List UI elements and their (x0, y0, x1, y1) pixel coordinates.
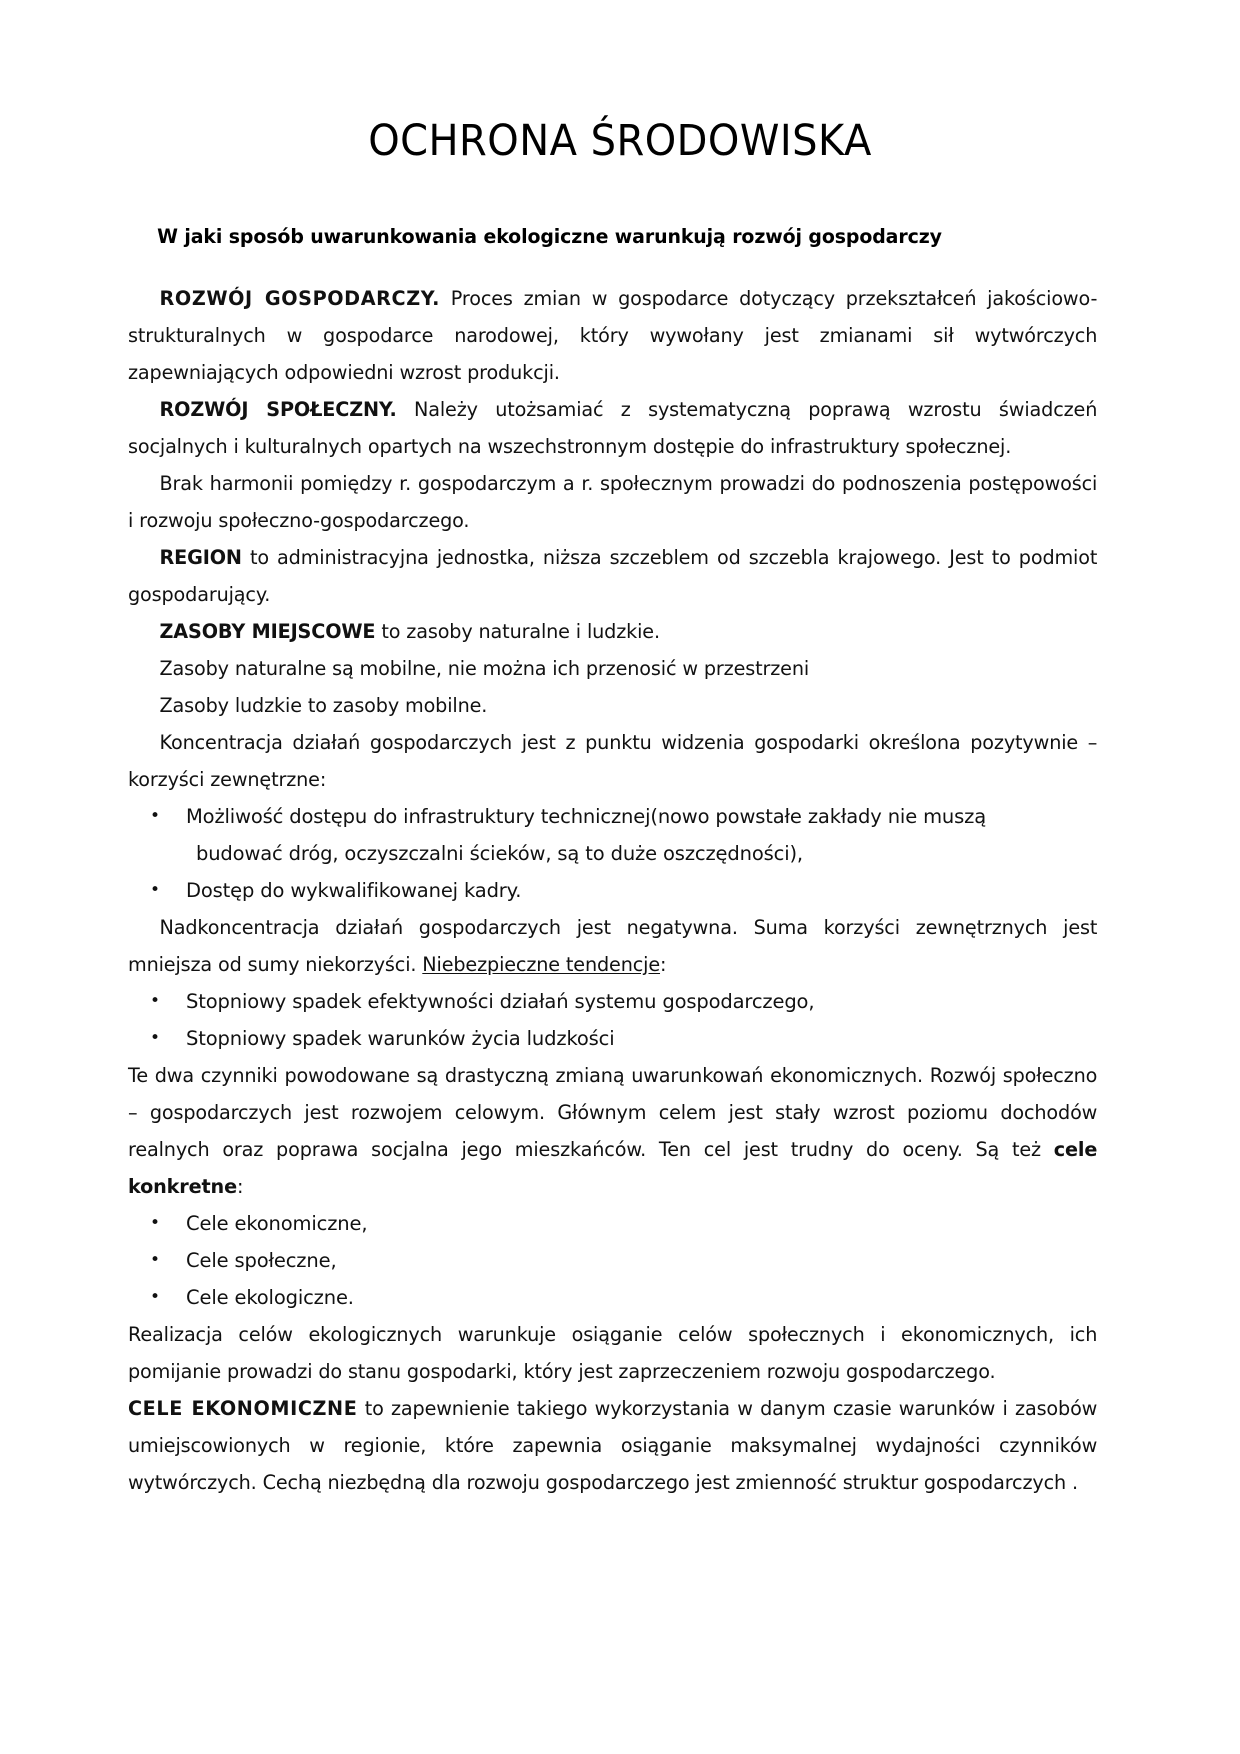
document-subtitle: W jaki sposób uwarunkowania ekologiczne warunkują rozwój gospodarczy (157, 225, 942, 249)
paragraph-brak-harmonii: Brak harmonii pomiędzy r. gospodarczym a r. społecznym prowadzi do podnoszenia postępowości i rozwoju społeczno-gospodarczego. (128, 471, 1098, 532)
list-item-label: Cele ekonomiczne, (186, 1211, 368, 1235)
paragraph-rozwoj-gospodarczy (128, 280, 1097, 391)
page-title: OCHRONA ŚRODOWISKA (368, 116, 872, 166)
list-item (128, 1242, 1112, 1279)
list-item (128, 1279, 1112, 1316)
text-te-dwa-czynniki: Te dwa czynniki powodowane są drastyczną zmianą uwarunkowań ekonomicznych. Rozwój społeczno – gospodarczych jest rozwojem celowym. Głównym celem jest stały wzrost poziomu dochodów realnych oraz poprawa socjalna jego mieszkańców. Ten cel jest trudny do oceny. Są też (128, 1063, 1098, 1161)
list-item-line1: Możliwość dostępu do infrastruktury technicznej(nowo powstałe zakłady nie muszą (186, 804, 987, 828)
list-item-label: Cele społeczne, (186, 1248, 337, 1272)
paragraph-te-dwa-czynniki (128, 1057, 1097, 1205)
list-korzysci-zewnetrzne (128, 798, 1112, 909)
paragraph-zasoby-miejscowe (128, 613, 1097, 650)
text-cele-ekonomiczne: to zapewnienie takiego wykorzystania w danym czasie warunków i zasobów umiejscowionych w regionie, które zapewnia osiąganie maksymalnej wydajności czynników wytwórczych. Cechą niezbędną dla rozwoju gospodarczego jest zmienność struktur gospodarczych . (128, 1396, 1098, 1494)
term-cele-konkretne: cele konkretne (128, 1137, 1098, 1198)
list-niebezpieczne-tendencje (128, 983, 1112, 1057)
term-cele-ekonomiczne: CELE EKONOMICZNE (128, 1396, 358, 1420)
list-item (128, 1205, 1112, 1242)
paragraph-nadkoncentracja (128, 909, 1097, 983)
underlined-niebezpieczne-tendencje: Niebezpieczne tendencje (422, 952, 661, 976)
list-item-line2: budować dróg, oczyszczalni ścieków, są to duże oszczędności), (196, 841, 803, 865)
paragraph-koncentracja: Koncentracja działań gospodarczych jest z punktu widzenia gospodarki określona pozytywnie – korzyści zewnętrzne: (128, 730, 1098, 791)
document-body (128, 250, 1112, 1501)
list-item (128, 798, 1112, 872)
paragraph-cele-ekonomiczne (128, 1390, 1097, 1501)
list-item-label: Stopniowy spadek warunków życia ludzkości (186, 1026, 615, 1050)
text-zasoby-miejscowe: to zasoby naturalne i ludzkie. (375, 619, 660, 643)
text-rozwoj-gospodarczy: Proces zmian w gospodarce dotyczący przekształceń jakościowo-strukturalnych w gospodarce narodowej, który wywołany jest zmianami sił wytwórczych zapewniających odpowiedni wzrost produkcji. (128, 286, 1098, 384)
paragraph-realizacja: Realizacja celów ekologicznych warunkuje osiąganie celów społecznych i ekonomicznych, ich pomijanie prowadzi do stanu gospodarki, który jest zaprzeczeniem rozwoju gospodarczego. (128, 1322, 1098, 1383)
list-item-line1: Dostęp do wykwalifikowanej kadry. (186, 878, 522, 902)
paragraph-zasoby-ludzkie: Zasoby ludzkie to zasoby mobilne. (159, 693, 488, 717)
list-item-label: Cele ekologiczne. (186, 1285, 354, 1309)
term-rozwoj-gospodarczy: ROZWÓJ GOSPODARCZY. (159, 286, 440, 310)
list-item (128, 983, 1112, 1020)
text-rozwoj-spoleczny: Należy utożsamiać z systematyczną poprawą wzrostu świadczeń socjalnych i kulturalnych opartych na wszechstronnym dostępie do infrastruktury społecznej. (128, 397, 1098, 458)
text-nadkoncentracja-before: Nadkoncentracja działań gospodarczych jest negatywna. Suma korzyści zewnętrznych jest mniejsza od sumy niekorzyści. (128, 915, 1098, 976)
text-region: to administracyjna jednostka, niższa szczeblem od szczebla krajowego. Jest to podmiot gospodarujący. (128, 545, 1098, 606)
term-region: REGION (159, 545, 242, 569)
list-item (128, 1020, 1112, 1057)
paragraph-rozwoj-spoleczny (128, 391, 1097, 465)
list-item-label: Stopniowy spadek efektywności działań systemu gospodarczego, (186, 989, 815, 1013)
list-item (128, 872, 1112, 909)
text-nadkoncentracja-after: : (660, 952, 667, 976)
term-zasoby-miejscowe: ZASOBY MIEJSCOWE (159, 619, 376, 643)
paragraph-region (128, 539, 1097, 613)
paragraph-zasoby-naturalne: Zasoby naturalne są mobilne, nie można ich przenosić w przestrzeni (159, 656, 810, 680)
list-cele-konkretne (128, 1205, 1112, 1316)
term-rozwoj-spoleczny: ROZWÓJ SPOŁECZNY. (159, 397, 397, 421)
text-cele-konkretne-after: : (236, 1174, 244, 1198)
